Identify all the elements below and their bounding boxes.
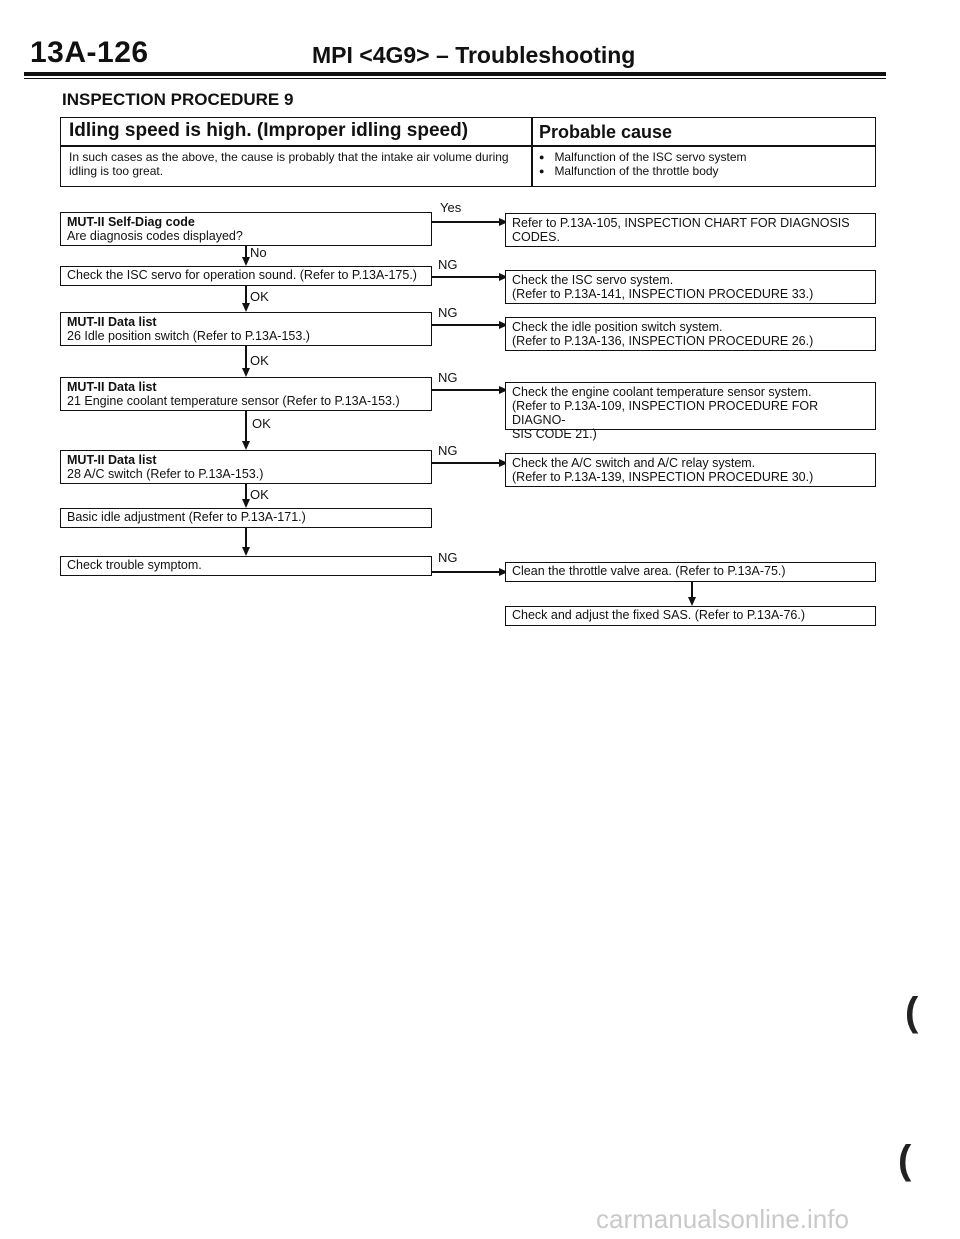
table-divider — [531, 118, 533, 186]
step-text: 28 A/C switch (Refer to P.13A-153.) — [67, 467, 264, 481]
cause-item: ● Malfunction of the ISC servo system — [539, 151, 747, 165]
result-fixed-sas — [505, 606, 876, 626]
branch-label-yes: Yes — [440, 200, 462, 215]
branch-label-ng: NG — [438, 550, 458, 565]
connector-line — [432, 324, 499, 326]
connector-line — [432, 276, 499, 278]
connector-line — [432, 389, 499, 391]
branch-label-ng: NG — [438, 305, 458, 320]
page-title: MPI <4G9> – Troubleshooting — [312, 42, 636, 68]
branch-label-no: No — [250, 245, 267, 260]
result-line: CODES. — [512, 230, 560, 244]
step-ac-switch — [60, 450, 432, 484]
step-self-diag — [60, 212, 432, 246]
arrow-down-icon — [242, 257, 250, 266]
result-line: Check the engine coolant temperature sensor system. — [512, 385, 812, 399]
probable-cause-heading: Probable cause — [539, 122, 673, 142]
result-line: Check the idle position switch system. — [512, 320, 723, 334]
step-title: MUT-II Data list — [67, 315, 157, 329]
symptom-description: In such cases as the above, the cause is probably that the intake air volume during idling is too great. — [69, 150, 509, 178]
result-line: Check the A/C switch and A/C relay system. — [512, 456, 756, 470]
result-line: Check and adjust the fixed SAS. (Refer to P.13A-76.) — [512, 608, 805, 622]
step-title: MUT-II Data list — [67, 380, 157, 394]
table-divider — [61, 145, 875, 147]
connector-line — [245, 411, 247, 441]
step-text: Check trouble symptom. — [67, 558, 202, 572]
step-text: 26 Idle position switch (Refer to P.13A-153.) — [67, 329, 310, 343]
connector-line — [432, 221, 499, 223]
result-line: (Refer to P.13A-109, INSPECTION PROCEDURE FOR DIAGNO- — [512, 399, 819, 427]
binding-mark: ( — [905, 990, 919, 1034]
step-check-symptom — [60, 556, 432, 576]
cause-list — [539, 151, 747, 179]
branch-label-ok: OK — [252, 416, 271, 431]
header-rule — [24, 72, 886, 76]
cause-item: ● Malfunction of the throttle body — [539, 165, 747, 179]
page-code: 13A-126 — [30, 36, 149, 69]
result-line: (Refer to P.13A-136, INSPECTION PROCEDURE 26.) — [512, 334, 814, 348]
connector-line — [245, 246, 247, 257]
connector-line — [245, 528, 247, 547]
step-idle-position — [60, 312, 432, 346]
connector-line — [432, 462, 499, 464]
symptom-table — [60, 117, 876, 187]
arrow-down-icon — [242, 441, 250, 450]
procedure-title: INSPECTION PROCEDURE 9 — [62, 90, 294, 109]
connector-line — [245, 286, 247, 303]
header-rule-thin — [24, 78, 886, 79]
branch-label-ok: OK — [250, 487, 269, 502]
result-line: (Refer to P.13A-139, INSPECTION PROCEDURE 30.) — [512, 470, 814, 484]
step-isc-sound — [60, 266, 432, 286]
step-coolant-temp — [60, 377, 432, 411]
result-line: Check the ISC servo system. — [512, 273, 674, 287]
connector-line — [245, 484, 247, 499]
arrow-down-icon — [242, 303, 250, 312]
connector-line — [245, 346, 247, 368]
result-line: (Refer to P.13A-141, INSPECTION PROCEDURE 33.) — [512, 287, 814, 301]
step-text: Are diagnosis codes displayed? — [67, 229, 243, 243]
arrow-down-icon — [242, 368, 250, 377]
connector-line — [432, 571, 499, 573]
result-isc-servo — [505, 270, 876, 304]
branch-label-ok: OK — [250, 289, 269, 304]
result-throttle-clean — [505, 562, 876, 582]
symptom-title: Idling speed is high. (Improper idling speed) — [69, 120, 469, 141]
result-idle-position — [505, 317, 876, 351]
result-line: Clean the throttle valve area. (Refer to P.13A-75.) — [512, 564, 786, 578]
branch-label-ng: NG — [438, 370, 458, 385]
step-text: 21 Engine coolant temperature sensor (Refer to P.13A-153.) — [67, 394, 400, 408]
step-basic-idle — [60, 508, 432, 528]
branch-label-ng: NG — [438, 257, 458, 272]
arrow-down-icon — [242, 499, 250, 508]
connector-line — [691, 582, 693, 597]
binding-mark: ( — [898, 1138, 912, 1182]
step-title: MUT-II Data list — [67, 453, 157, 467]
step-title: MUT-II Self-Diag code — [67, 215, 195, 229]
branch-label-ng: NG — [438, 443, 458, 458]
step-text: Check the ISC servo for operation sound. (Refer to P.13A-175.) — [67, 268, 417, 282]
result-line: SIS CODE 21.) — [512, 427, 597, 441]
result-ac-switch — [505, 453, 876, 487]
arrow-down-icon — [242, 547, 250, 556]
watermark: carmanualsonline.info — [596, 1204, 849, 1234]
result-line: Refer to P.13A-105, INSPECTION CHART FOR DIAGNOSIS — [512, 216, 850, 230]
arrow-down-icon — [688, 597, 696, 606]
result-diagnosis-chart — [505, 213, 876, 247]
result-coolant-temp — [505, 382, 876, 441]
step-text: Basic idle adjustment (Refer to P.13A-171.) — [67, 510, 306, 524]
branch-label-ok: OK — [250, 353, 269, 368]
